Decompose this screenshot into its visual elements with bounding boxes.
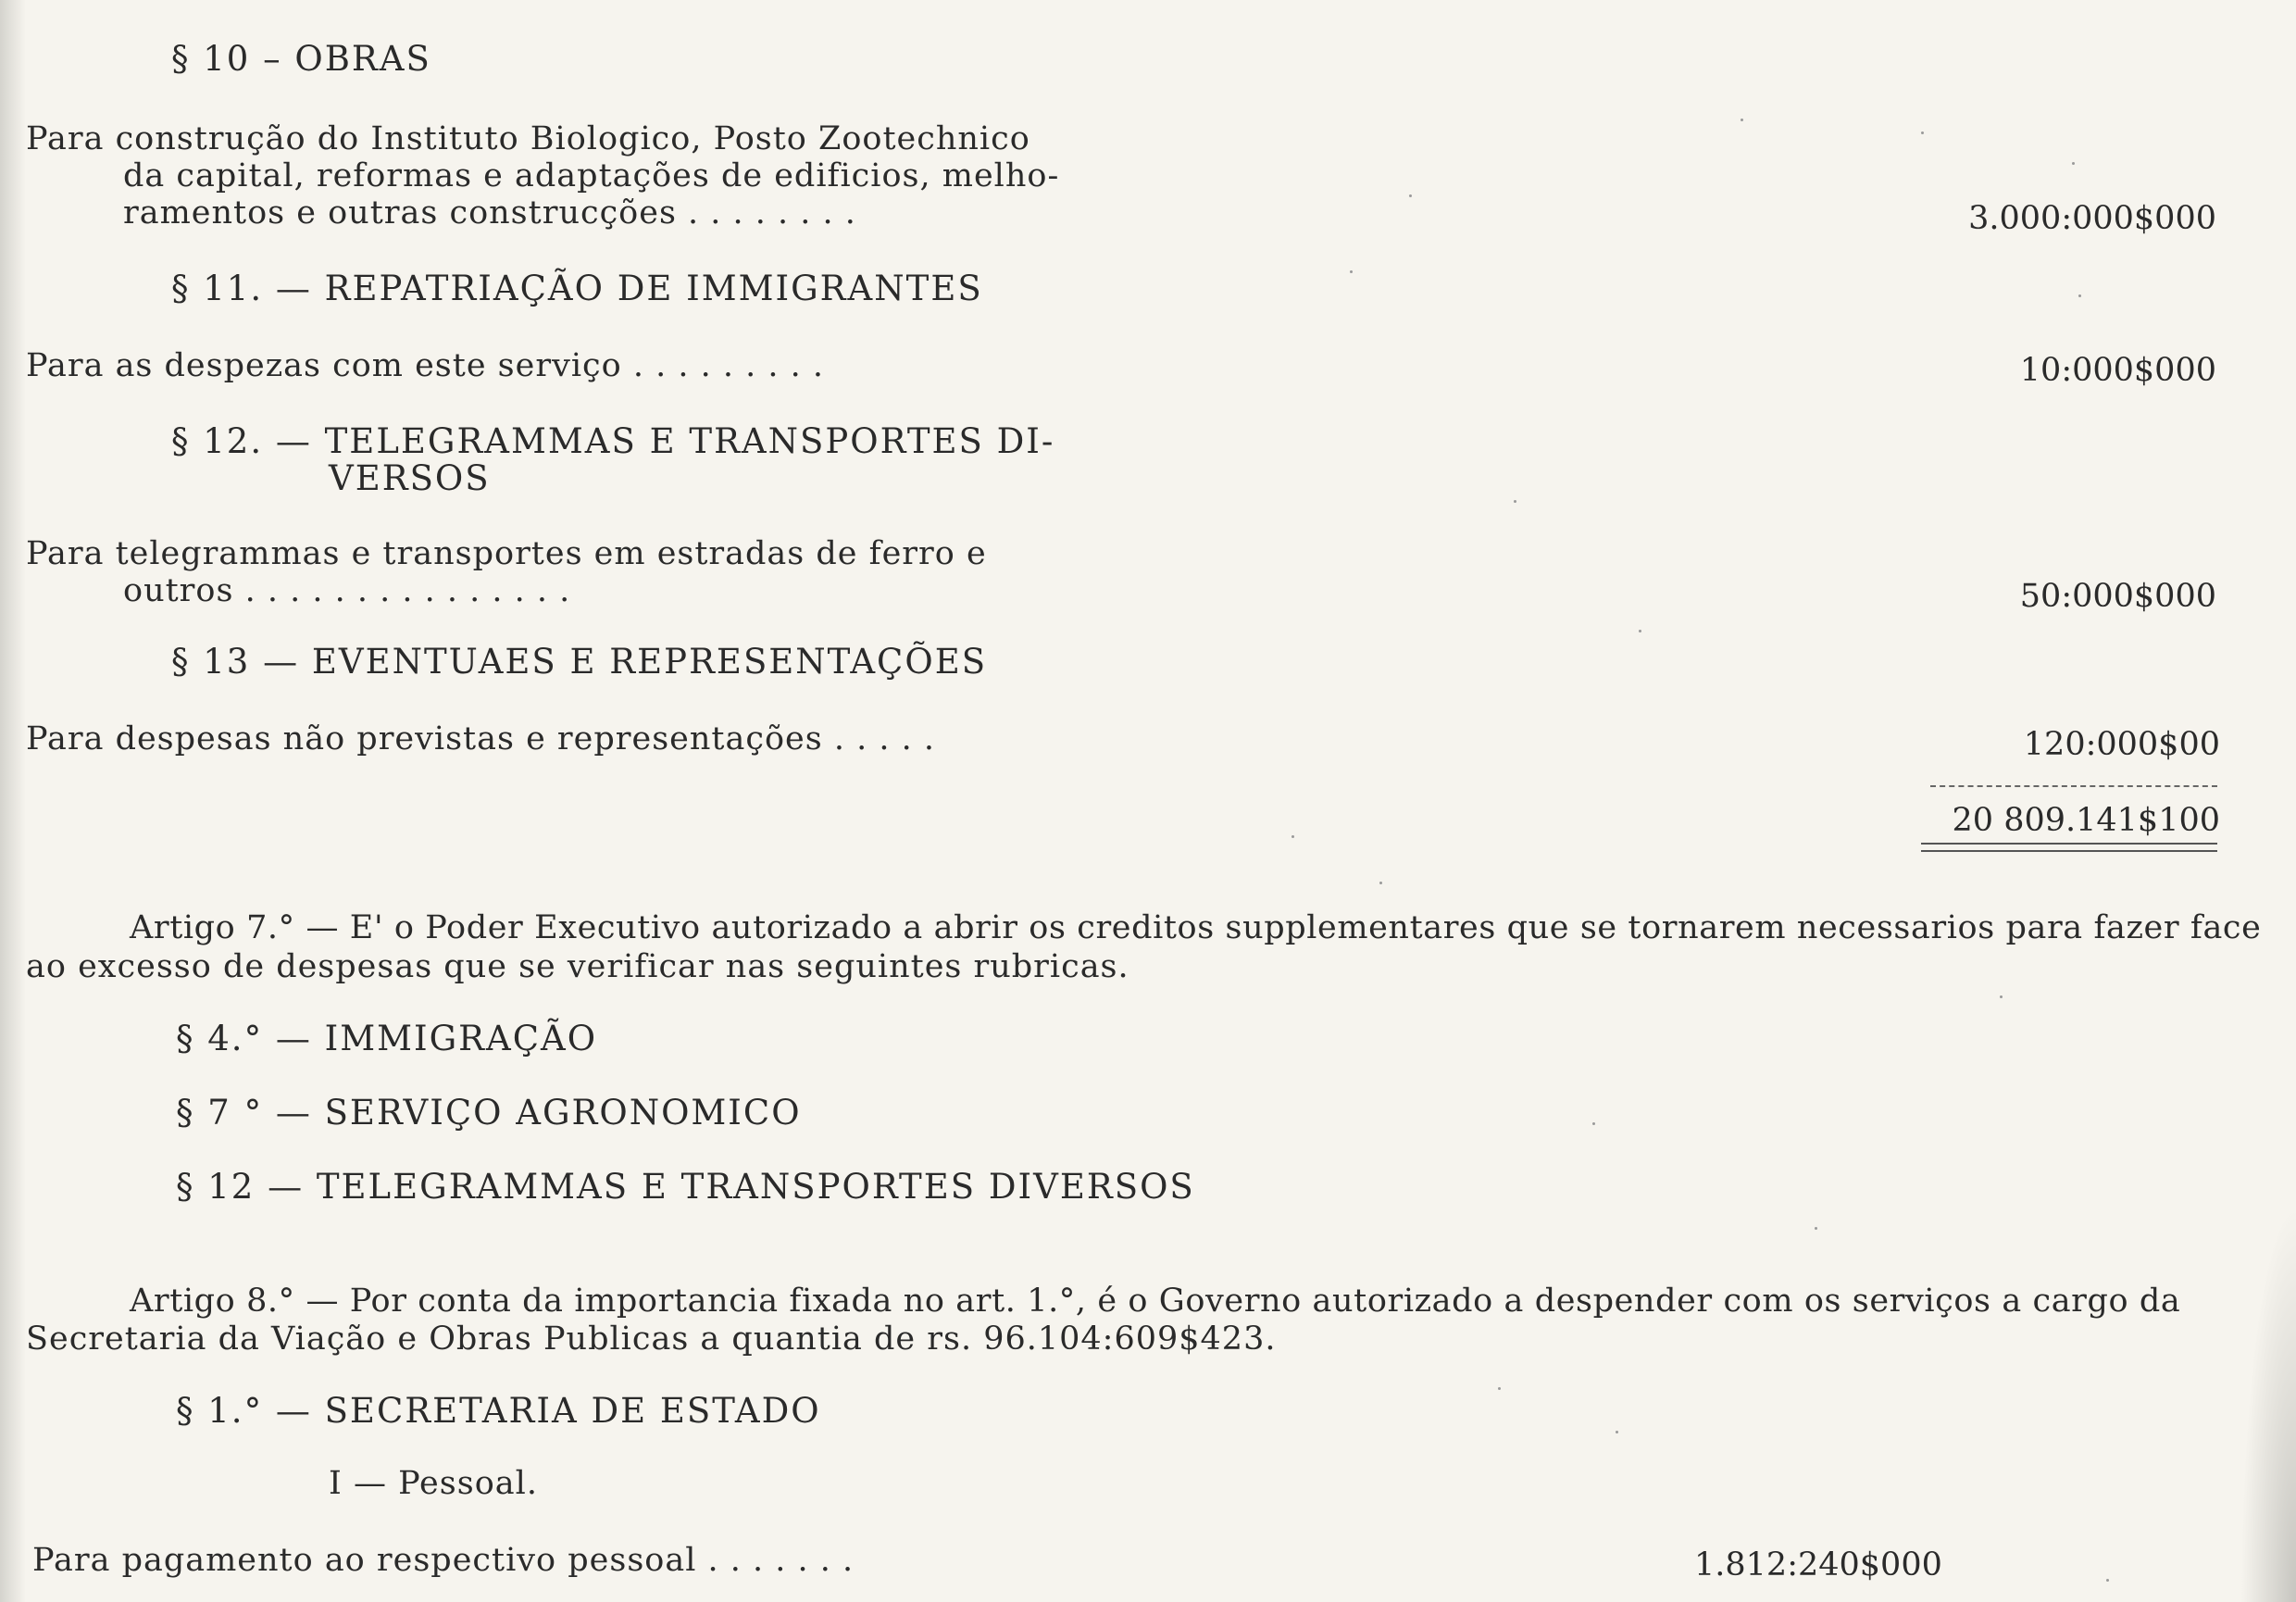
print-speck: [2000, 995, 2003, 998]
artigo-7-line: Artigo 7.° — E' o Poder Executivo autorizado a abrir os creditos supplementares que se tornarem necessarios para fazer face: [130, 909, 2262, 946]
section-12-line: Para telegrammas e transportes em estradas de ferro e: [26, 535, 987, 572]
artigo-8-subheading: I — Pessoal.: [329, 1465, 538, 1502]
print-speck: [1409, 194, 1412, 197]
section-10-line: Para construção do Instituto Biologico, Posto Zootechnico: [26, 120, 1030, 157]
artigo-8-line: Para pagamento ao respectivo pessoal . . . . . . .: [32, 1542, 855, 1579]
section-12-line: outros . . . . . . . . . . . . . . .: [123, 572, 571, 609]
total-rule-bottom: [1921, 850, 2217, 852]
section-11-line: Para as despezas com este serviço . . . . . . . . .: [26, 347, 824, 384]
print-speck: [1741, 119, 1743, 121]
total-rule-top: [1921, 843, 2217, 845]
artigo-8-line: Artigo 8.° — Por conta da importancia fixada no art. 1.°, é o Governo autorizado a despender com os serviços a cargo da: [130, 1283, 2181, 1320]
scan-shadow-right: [2240, 1204, 2296, 1602]
print-speck: [1514, 500, 1516, 503]
section-13-amount: 120:000$00: [2023, 726, 2220, 763]
print-speck: [1292, 835, 1294, 838]
print-speck: [1498, 1387, 1501, 1390]
print-speck: [2072, 162, 2075, 165]
section-12-heading-cont: VERSOS: [329, 458, 491, 498]
scan-shadow-left: [0, 0, 26, 1602]
section-13-heading: § 13 — EVENTUAES E REPRESENTAÇÕES: [171, 642, 988, 682]
print-speck: [1592, 1122, 1595, 1125]
section-10-amount: 3.000:000$000: [1968, 200, 2216, 237]
artigo-8-s1-heading: § 1.° — SECRETARIA DE ESTADO: [176, 1391, 821, 1431]
artigo-7-item: § 4.° — IMMIGRAÇÃO: [176, 1019, 598, 1058]
artigo-8-line: Secretaria da Viação e Obras Publicas a quantia de rs. 96.104:609$423.: [26, 1320, 1277, 1358]
artigo-7-item: § 12 — TELEGRAMMAS E TRANSPORTES DIVERSOS: [176, 1167, 1195, 1207]
section-10-line: ramentos e outras construcções . . . . . . . .: [123, 194, 856, 232]
section-10-heading: § 10 – OBRAS: [171, 39, 431, 79]
print-speck: [1921, 131, 1924, 134]
print-speck: [1639, 630, 1641, 632]
artigo-8-amount: 1.812:240$000: [1694, 1546, 1942, 1583]
section-12-heading: § 12. — TELEGRAMMAS E TRANSPORTES DI-: [171, 421, 1055, 461]
section-11-amount: 10:000$000: [2019, 352, 2216, 389]
print-speck: [2078, 294, 2081, 297]
print-speck: [1350, 270, 1353, 273]
grand-total: 20 809.141$100: [1952, 802, 2220, 839]
section-12-amount: 50:000$000: [2019, 578, 2216, 615]
section-13-line: Para despesas não previstas e representações . . . . .: [26, 720, 935, 757]
subtotal-rule: [1930, 785, 2217, 787]
section-10-line: da capital, reformas e adaptações de edificios, melho-: [123, 157, 1060, 194]
print-speck: [1815, 1227, 1817, 1230]
artigo-7-line: ao excesso de despesas que se verificar nas seguintes rubricas.: [26, 948, 1129, 985]
artigo-7-item: § 7 ° — SERVIÇO AGRONOMICO: [176, 1093, 802, 1133]
print-speck: [1379, 882, 1382, 884]
section-11-heading: § 11. — REPATRIAÇÃO DE IMMIGRANTES: [171, 269, 983, 308]
print-speck: [2106, 1579, 2109, 1582]
print-speck: [1616, 1431, 1618, 1433]
